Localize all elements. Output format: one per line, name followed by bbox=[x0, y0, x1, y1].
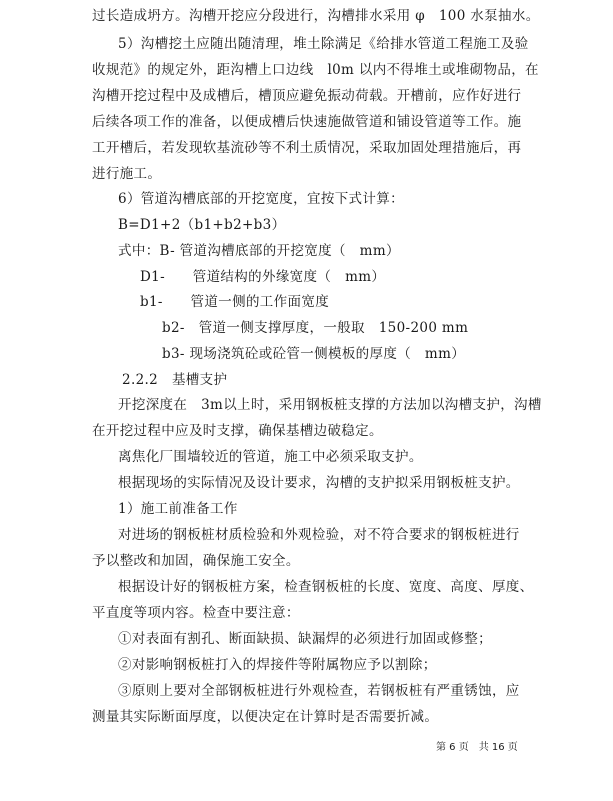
text-line: 平直度等项内容。检查中要注意： bbox=[92, 605, 300, 621]
text-line: 6）管道沟槽底部的开挖宽度，宜按下式计算： bbox=[118, 191, 404, 207]
text-line: 式中：B- 管道沟槽底部的开挖宽度（ mm） bbox=[118, 243, 400, 259]
text-line: 进行施工。 bbox=[92, 166, 162, 182]
text-line: b1- 管道一侧的工作面宽度 bbox=[140, 294, 330, 310]
section-heading: 2.2.2 基槽支护 bbox=[122, 372, 228, 388]
formula: B=D1+2（b1+b2+b3） bbox=[118, 217, 286, 233]
text-line: 过长造成坍方。沟槽开挖应分段进行，沟槽排水采用 φ 100 水泵抽水。 bbox=[92, 8, 540, 24]
text-line: 5）沟槽挖土应随出随清理，堆土除满足《给排水管道工程施工及验 bbox=[118, 36, 529, 52]
text-line: 对进场的钢板桩材质检验和外观检验，对不符合要求的钢板桩进行 bbox=[118, 527, 520, 543]
text-line: 1）施工前准备工作 bbox=[118, 501, 238, 517]
text-line: 工开槽后，若发现软基流砂等不利土质情况，采取加固处理措施后，再 bbox=[92, 140, 522, 156]
text-line: 在开挖过程中应及时支撑，确保基槽边破稳定。 bbox=[92, 423, 383, 439]
text-line: b2- 管道一侧支撑厚度，一般取 150-200 mm bbox=[162, 320, 469, 336]
text-line: 测量其实际断面厚度，以便决定在计算时是否需要折减。 bbox=[92, 709, 439, 725]
text-line: 开挖深度在 3m以上时，采用钢板桩支撑的方法加以沟槽支护，沟槽 bbox=[118, 397, 542, 413]
text-line: 后续各项工作的准备，以便成槽后快速施做管道和铺设管道等工作。施 bbox=[92, 114, 522, 130]
list-item: ②对影响钢板桩打入的焊接件等附属物应予以割除； bbox=[118, 657, 437, 673]
text-line: 根据设计好的钢板桩方案，检查钢板桩的长度、宽度、高度、厚度、 bbox=[118, 579, 534, 595]
page-number: 第 6 页 共 16 页 bbox=[436, 742, 518, 753]
text-line: 收规范》的规定外，距沟槽上口边线 l0m 以内不得堆土或堆砌物品，在 bbox=[92, 62, 539, 78]
text-line: D1- 管道结构的外缘宽度（ mm） bbox=[140, 269, 386, 285]
text-line: 离焦化厂围墙较近的管道，施工中必须采取支护。 bbox=[118, 449, 423, 465]
list-item: ③原则上要对全部钢板桩进行外观检查，若钢板桩有严重锈蚀，应 bbox=[118, 683, 520, 699]
text-line: 沟槽开挖过程中及成槽后，槽顶应避免振动荷载。开槽前，应作好进行 bbox=[92, 88, 522, 104]
list-item: ①对表面有割孔、断面缺损、缺漏焊的必须进行加固或修整； bbox=[118, 631, 492, 647]
text-line: b3- 现场浇筑砼或砼管一侧模板的厚度（ mm） bbox=[162, 346, 466, 362]
text-line: 予以整改和加固，确保施工安全。 bbox=[92, 553, 300, 569]
text-line: 根据现场的实际情况及设计要求，沟槽的支护拟采用钢板桩支护。 bbox=[118, 475, 520, 491]
